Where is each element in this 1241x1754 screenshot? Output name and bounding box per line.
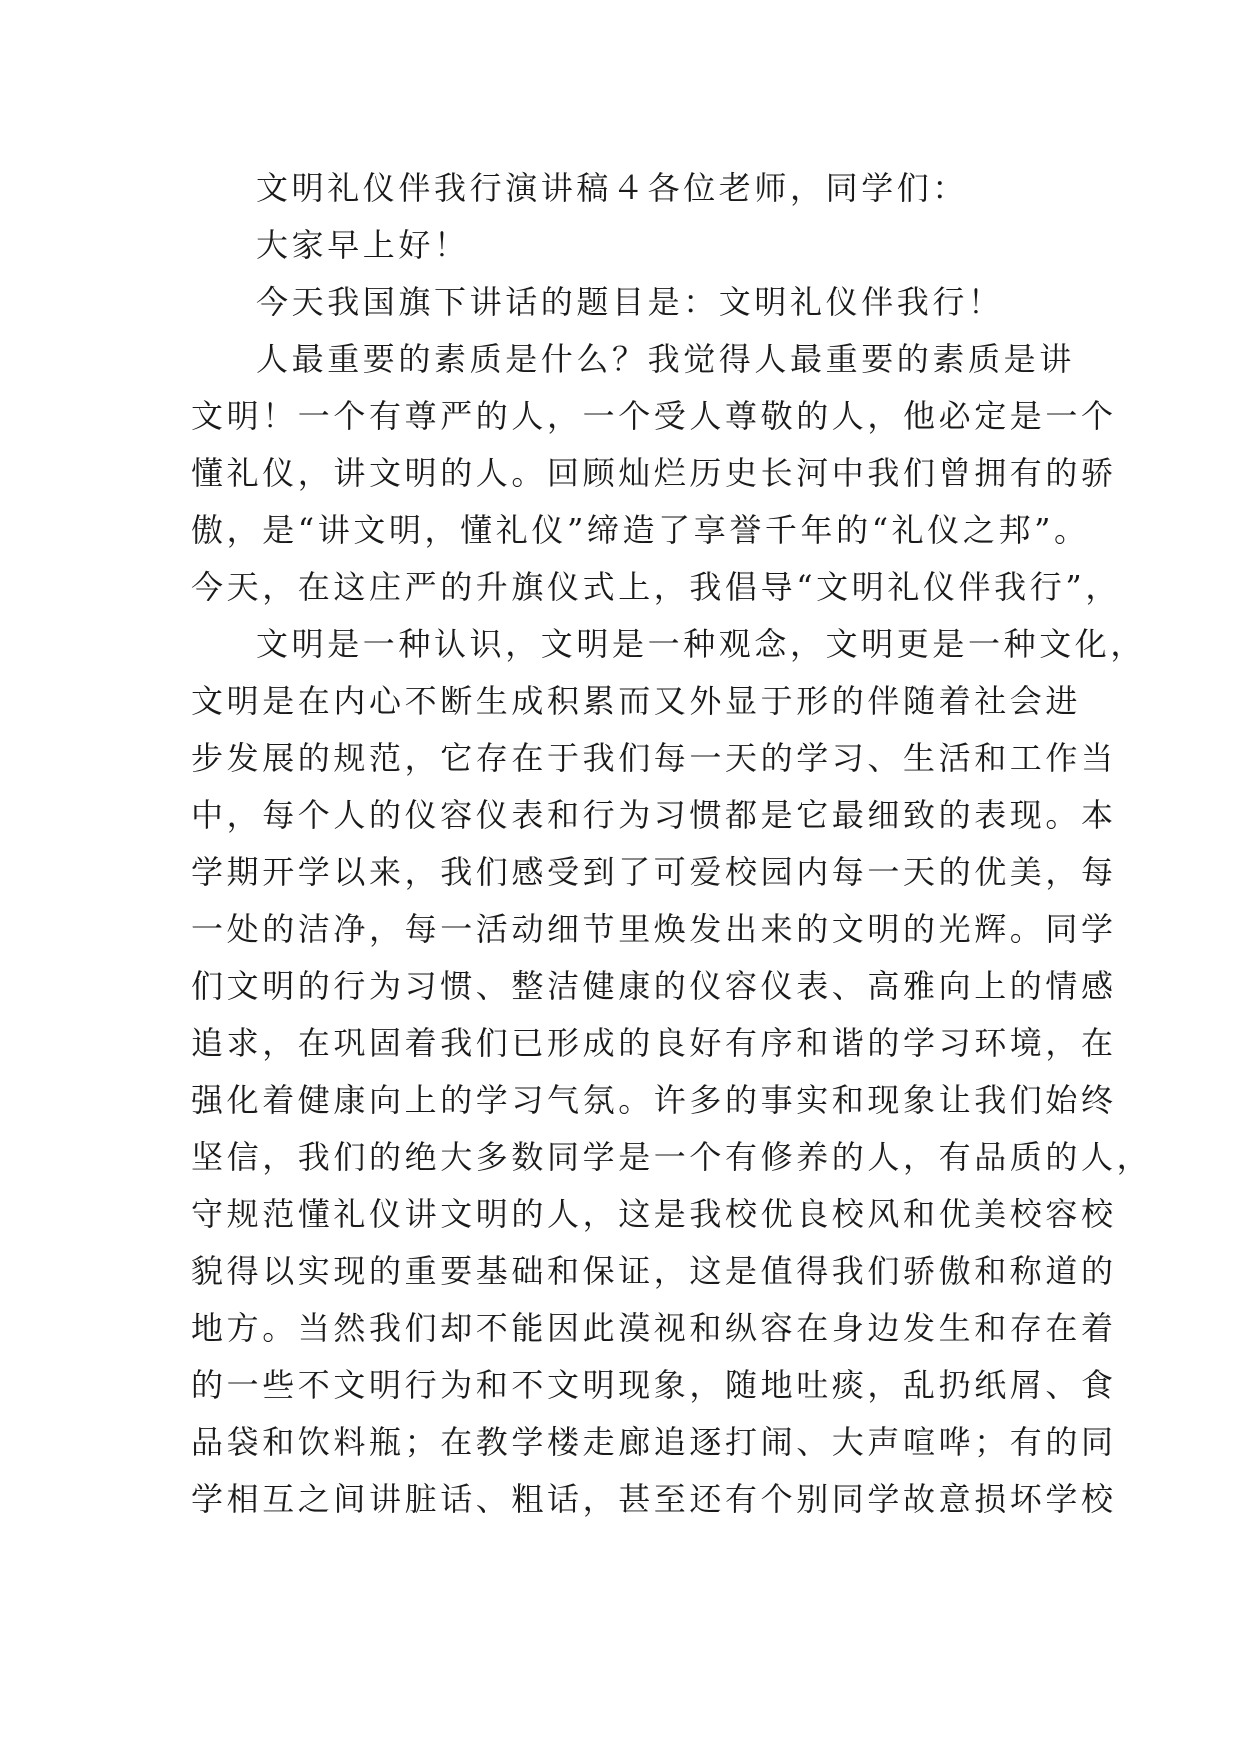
paragraph-line: 一处的洁净，每一活动细节里焕发出来的文明的光辉。同学 [191,910,1117,948]
paragraph-line: 文明礼仪伴我行演讲稿４各位老师，同学们： [256,169,969,207]
paragraph-line: 品袋和饮料瓶；在教学楼走廊追逐打闹、大声喧哗；有的同 [191,1423,1117,1461]
paragraph-line: 步发展的规范，它存在于我们每一天的学习、生活和工作当 [191,739,1117,777]
paragraph-line: 学期开学以来，我们感受到了可爱校园内每一天的优美，每 [191,853,1117,891]
paragraph-line: 守规范懂礼仪讲文明的人，这是我校优良校风和优美校容校 [191,1195,1117,1233]
paragraph-line: 的一些不文明行为和不文明现象，随地吐痰，乱扔纸屑、食 [191,1366,1117,1404]
paragraph-line: 懂礼仪，讲文明的人。回顾灿烂历史长河中我们曾拥有的骄 [191,454,1117,492]
paragraph-line: 貌得以实现的重要基础和保证，这是值得我们骄傲和称道的 [191,1252,1117,1290]
paragraph-line: 学相互之间讲脏话、粗话，甚至还有个别同学故意损坏学校 [191,1480,1117,1518]
paragraph-line: 文明！一个有尊严的人，一个受人尊敬的人，他必定是一个 [191,397,1117,435]
paragraph-line: 地方。当然我们却不能因此漠视和纵容在身边发生和存在着 [191,1309,1117,1347]
paragraph-line: 强化着健康向上的学习气氛。许多的事实和现象让我们始终 [191,1081,1117,1119]
paragraph-line: 今天，在这庄严的升旗仪式上，我倡导“文明礼仪伴我行”， [191,568,1121,606]
paragraph-line: 们文明的行为习惯、整洁健康的仪容仪表、高雅向上的情感 [191,967,1117,1005]
paragraph-line: 大家早上好！ [256,226,470,264]
paragraph-line: 今天我国旗下讲话的题目是：文明礼仪伴我行！ [256,283,1004,321]
paragraph-line: 追求，在巩固着我们已形成的良好有序和谐的学习环境，在 [191,1024,1117,1062]
paragraph-line: 人最重要的素质是什么？我觉得人最重要的素质是讲 [256,340,1075,378]
paragraph-line: 文明是一种认识，文明是一种观念，文明更是一种文化， [256,625,1147,663]
document-body [191,160,1153,1528]
paragraph-line: 傲，是“讲文明，懂礼仪”缔造了享誉千年的“礼仪之邦”。 [191,511,1090,549]
paragraph-line: 中，每个人的仪容仪表和行为习惯都是它最细致的表现。本 [191,796,1117,834]
paragraph-line: 文明是在内心不断生成积累而又外显于形的伴随着社会进 [191,682,1082,720]
paragraph-line: 坚信，我们的绝大多数同学是一个有修养的人，有品质的人， [191,1138,1153,1176]
